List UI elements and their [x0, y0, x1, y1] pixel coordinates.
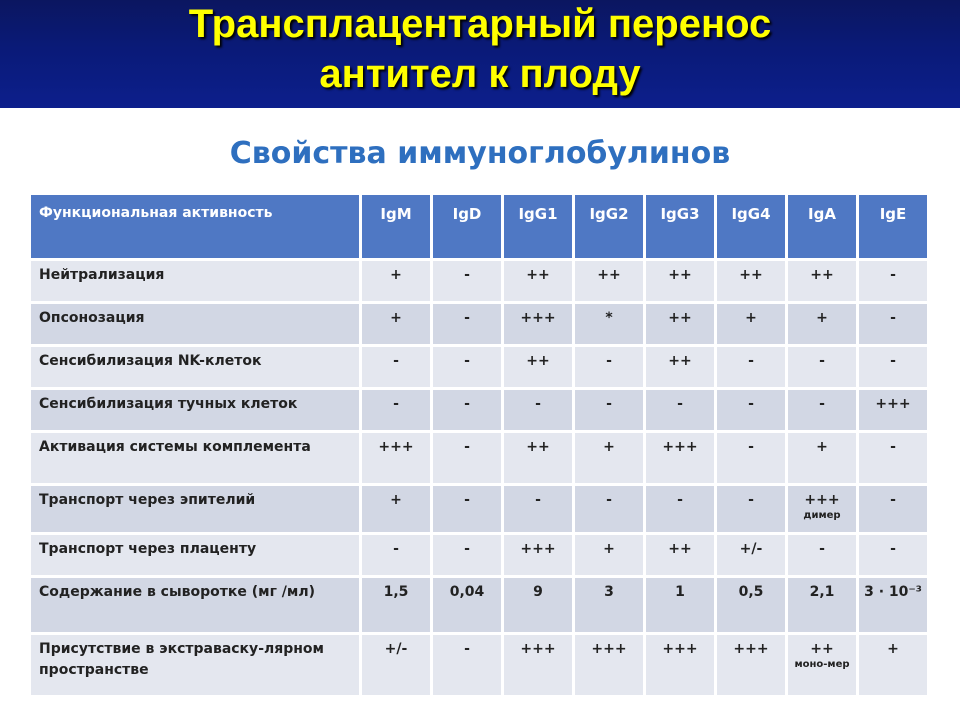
row-label: Содержание в сыворотке (мг /мл)	[31, 578, 359, 632]
title-banner	[0, 0, 960, 108]
cell: +/-	[362, 635, 430, 695]
table-row	[31, 261, 927, 301]
row-label: Нейтрализация	[31, 261, 359, 301]
cell: -	[788, 347, 856, 387]
cell: +	[362, 486, 430, 532]
column-header-iga: IgA	[788, 195, 856, 258]
cell: -	[646, 390, 714, 430]
row-label: Присутствие в экстраваску-лярном пространстве	[31, 635, 359, 695]
cell: +	[717, 304, 785, 344]
cell: 3	[575, 578, 643, 632]
row-label: Транспорт через эпителий	[31, 486, 359, 532]
cell: -	[362, 390, 430, 430]
cell: -	[433, 347, 501, 387]
table-row	[31, 433, 927, 483]
cell: 3 · 10⁻³	[859, 578, 927, 632]
table-row	[31, 578, 927, 632]
table-row	[31, 304, 927, 344]
cell: -	[788, 535, 856, 575]
cell: 1	[646, 578, 714, 632]
cell: ++	[504, 347, 572, 387]
slide-title-line-1: Трансплацентарный перенос	[188, 2, 772, 46]
cell-note: димер	[803, 510, 841, 521]
column-header-igg1: IgG1	[504, 195, 572, 258]
cell: -	[362, 535, 430, 575]
cell: +	[362, 261, 430, 301]
cell: 0,5	[717, 578, 785, 632]
cell: -	[717, 390, 785, 430]
cell: -	[646, 486, 714, 532]
cell: 1,5	[362, 578, 430, 632]
cell: -	[575, 390, 643, 430]
cell: 9	[504, 578, 572, 632]
cell: -	[504, 486, 572, 532]
cell: +++	[504, 535, 572, 575]
column-header-igd: IgD	[433, 195, 501, 258]
cell: 0,04	[433, 578, 501, 632]
cell: -	[433, 433, 501, 483]
cell: -	[504, 390, 572, 430]
cell: -	[433, 261, 501, 301]
cell-note: моно-мер	[794, 659, 850, 670]
cell: -	[717, 347, 785, 387]
cell: -	[717, 433, 785, 483]
column-header-igm: IgM	[362, 195, 430, 258]
column-header-activity: Функциональная активность	[31, 195, 359, 258]
cell: -	[859, 304, 927, 344]
row-label: Сенсибилизация NK-клеток	[31, 347, 359, 387]
cell: -	[859, 433, 927, 483]
cell: +++	[717, 635, 785, 695]
cell: ++	[717, 261, 785, 301]
cell: ++	[646, 261, 714, 301]
cell: -	[859, 535, 927, 575]
cell: ++	[646, 535, 714, 575]
row-label: Сенсибилизация тучных клеток	[31, 390, 359, 430]
table-row	[31, 347, 927, 387]
slide-title-line-2: антител к плоду	[319, 52, 641, 96]
cell: ++	[646, 347, 714, 387]
cell: ++	[504, 433, 572, 483]
cell-value: +++	[804, 492, 840, 508]
cell: -	[717, 486, 785, 532]
column-header-igg4: IgG4	[717, 195, 785, 258]
cell: +	[575, 433, 643, 483]
cell: -	[788, 390, 856, 430]
cell: -	[575, 486, 643, 532]
cell: +++	[859, 390, 927, 430]
cell: +	[788, 304, 856, 344]
cell: +++	[504, 635, 572, 695]
table-row	[31, 535, 927, 575]
cell: -	[859, 261, 927, 301]
cell-with-note	[788, 635, 856, 695]
cell: +++	[646, 433, 714, 483]
cell: -	[362, 347, 430, 387]
cell: -	[433, 535, 501, 575]
cell: 2,1	[788, 578, 856, 632]
column-header-igg2: IgG2	[575, 195, 643, 258]
cell-value: ++	[810, 641, 834, 657]
cell: ++	[646, 304, 714, 344]
table-row	[31, 635, 927, 695]
cell: +	[575, 535, 643, 575]
table-row	[31, 486, 927, 532]
table-heading: Свойства иммуноглобулинов	[229, 136, 731, 171]
cell: +	[859, 635, 927, 695]
column-header-ige: IgE	[859, 195, 927, 258]
cell: -	[859, 347, 927, 387]
cell: +++	[575, 635, 643, 695]
cell: -	[575, 347, 643, 387]
cell: -	[433, 390, 501, 430]
column-header-igg3: IgG3	[646, 195, 714, 258]
cell: +++	[362, 433, 430, 483]
cell: +++	[504, 304, 572, 344]
cell: +++	[646, 635, 714, 695]
cell: ++	[575, 261, 643, 301]
row-label: Транспорт через плаценту	[31, 535, 359, 575]
row-label: Опсонозация	[31, 304, 359, 344]
cell: ++	[788, 261, 856, 301]
row-label: Активация системы комплемента	[31, 433, 359, 483]
cell: -	[433, 304, 501, 344]
table-row	[31, 390, 927, 430]
immunoglobulin-properties-table	[28, 192, 930, 698]
cell: *	[575, 304, 643, 344]
cell: -	[433, 635, 501, 695]
table-header-row	[31, 195, 927, 258]
cell: +	[362, 304, 430, 344]
cell-with-note	[788, 486, 856, 532]
cell: +	[788, 433, 856, 483]
cell: -	[859, 486, 927, 532]
cell: -	[433, 486, 501, 532]
cell: ++	[504, 261, 572, 301]
cell: +/-	[717, 535, 785, 575]
